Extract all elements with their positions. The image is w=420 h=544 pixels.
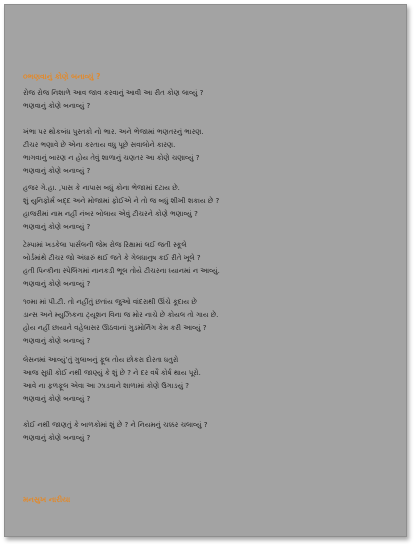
poem-line: ટીચર ભણાવે છે એના કરતાય વધુ પૂછે સવાલોને કારણ. — [23, 141, 176, 149]
poem-line: ૧૦મા માં પી.ટી. તો નહીંતું છતાંય જુઓ વાંદરાથી ઊંચે કૂદાય છે — [23, 298, 197, 306]
poem-line: લેસનમાં આવ્યું’તું ગુલાબનું ફૂલ તોય છોકરા દોરતા ધતુરો — [23, 356, 179, 364]
poem-line: રોજ રોજ નિશાળે આવ જાવ કરવાનું આવી આ રીત કોણ લાવ્યું ? — [23, 89, 204, 97]
refrain-line: ભણવાનું કોણે બનાવ્યું ? — [23, 395, 91, 403]
poem-line: હોય નહીં છાયાને વહેલાસર ઊઠવાનાં ગુડમોર્નિંગ કેમ કરી આવ્યું ? — [23, 324, 207, 332]
stanza — [23, 419, 403, 445]
refrain-line: ભણવાનું કોણે બનાવ્યું ? — [23, 337, 91, 345]
refrain-line: ભણવાનું કોણે બનાવ્યું ? — [23, 102, 91, 110]
poem-line: બોર્ડમાંથે ટીચર જો અંધારું થઈ જતે કે ગેલધાનુષ કઈ રીતે ખૂલે ? — [23, 254, 201, 262]
poem-line: હાજરીમાં નામ નહીં નંબર બોલાય એવું ટીચરને કોણે ભણાવ્યું ? — [23, 210, 198, 218]
poem-line: ડાન્સ અને મ્યુઝિકના ટ્યૂશન વિના જ મોર નાચે છે કોયલ તો ગાય છે. — [23, 311, 219, 319]
poem-line: હજર ગે.હા. ,પાસ કે નાપાસ બધું કોના ભેજામાં દટાય છે. — [23, 184, 180, 192]
poem-line: ભાગવાનું બારણ ન હોય તેવું શાળાનું ચણતર આ કોણે ચણાવ્યું ? — [23, 154, 200, 162]
stanza — [23, 354, 403, 406]
stanza — [23, 239, 403, 291]
stanza — [23, 126, 403, 178]
stanza — [23, 182, 403, 234]
poem-line: આવે ના ફળફૂલ એવા આ ઝાડવાને શાળામાં કોણે ઉગાડયું ? — [23, 382, 190, 390]
refrain-line: ભણવાનું કોણે બનાવ્યું ? — [23, 167, 91, 175]
poem-line: આજ સુધી કોઈ નથી જાણ્યું કે શું છે ? ને દર વર્ષે કોર્ષ થાય પૂરો. — [23, 369, 201, 377]
poem-line: ટેમ્પામાં ખડકેલા પાર્સલની જેમ રોજ રિક્ષામાં લઈ જતી સ્કૂલે — [23, 241, 187, 249]
poem-line: ખંભા પર થોકબંધ પુસ્તકો નો ભાર. અને ભેજામાં ભણતરનું ભારણ. — [23, 128, 204, 136]
stanza — [23, 87, 403, 113]
poem-card — [4, 4, 407, 537]
poem-line: હતી પિન્કીના સ્પેલિંગમાં નાનકડી ભૂલ તોયે ટીચરના ધ્યાનમાં ન આવ્યું. — [23, 267, 220, 275]
refrain-line: ભણવાનું કોણે બનાવ્યું ? — [23, 280, 91, 288]
poem-title: ૦ભણવાનું કોણે બનાવ્યું ? — [23, 72, 101, 81]
poem-line: કોઈ નથી જાણતું કે બાળકોમાં શું છે ? ને નિયમનું ચક્કર ચલાવ્યું ? — [23, 421, 208, 429]
stanza — [23, 296, 403, 348]
poem-author: મનસુખ નારીયા — [23, 495, 71, 504]
poem-line: શું યુનિફોર્મ બદ્દ અને મોજામાં ફોઈએ ને તો જ બધું શીખી શકાય છે ? — [23, 197, 220, 205]
refrain-line: ભણવાનું કોણે બનાવ્યું ? — [23, 223, 91, 231]
refrain-line: ભણવાનું કોણે બનાવ્યું ? — [23, 434, 91, 442]
